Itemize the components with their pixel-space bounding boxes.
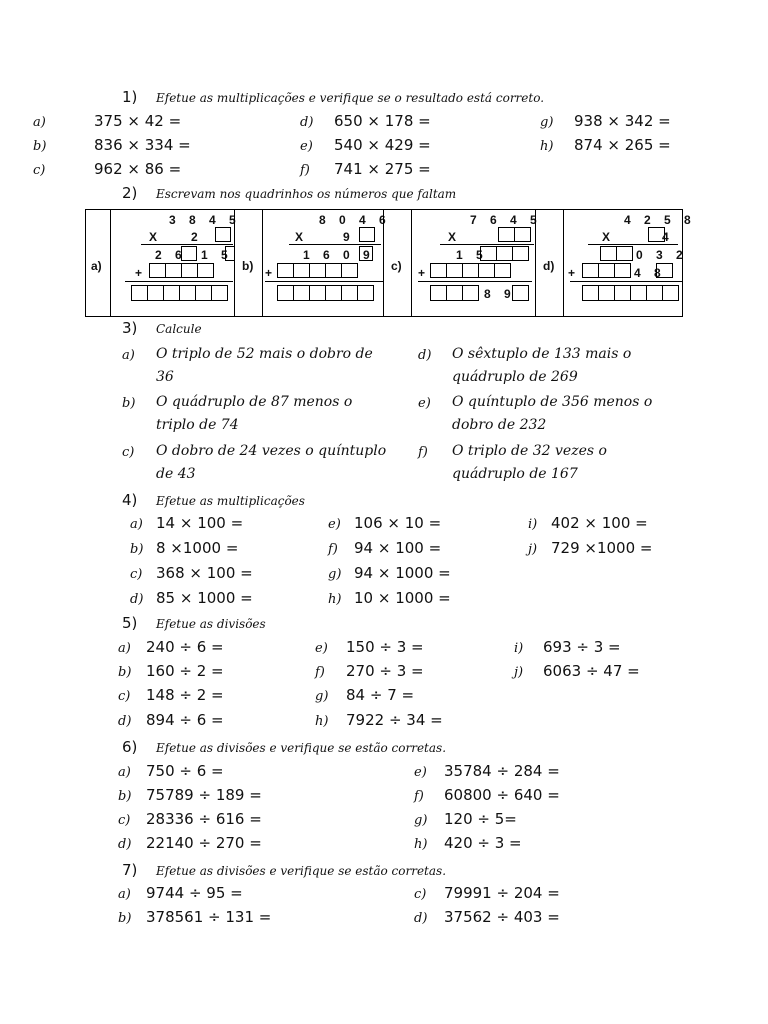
ex6-f-expression: 60800 ÷ 640 = xyxy=(444,786,560,804)
ex5-g-expression: 84 ÷ 7 = xyxy=(346,686,415,704)
ex1-h-expression: 874 × 265 = xyxy=(574,136,671,154)
grid-c-rule xyxy=(440,244,534,245)
grid-d-partial2: 4 8 xyxy=(634,266,666,280)
grid-a-box[interactable] xyxy=(179,285,196,301)
ex6-c-expression: 28336 ÷ 616 = xyxy=(146,810,262,828)
ex5-d-expression: 894 ÷ 6 = xyxy=(146,711,224,729)
grid-d-box[interactable] xyxy=(582,285,599,301)
grid-c-box[interactable] xyxy=(430,285,447,301)
grid-d-box[interactable] xyxy=(616,246,633,261)
grid-c-box[interactable] xyxy=(446,285,463,301)
grid-d-box[interactable] xyxy=(600,246,617,261)
ex4-j-expression: 729 ×1000 = xyxy=(551,539,653,557)
grid-c-box[interactable] xyxy=(480,246,497,261)
ex3-a-line1: O triplo de 52 mais o dobro de xyxy=(156,346,373,362)
ex7-b-expression: 378561 ÷ 131 = xyxy=(146,908,272,926)
ex5-a-expression: 240 ÷ 6 = xyxy=(146,638,224,656)
grid-b-box[interactable] xyxy=(309,285,326,301)
grid-b-multiplicand: 8 0 4 6 xyxy=(319,213,391,227)
ex4-g-label: g) xyxy=(328,567,342,582)
ex3-c-line1: O dobro de 24 vezes o quíntuplo xyxy=(156,443,387,459)
ex5-i-expression: 693 ÷ 3 = xyxy=(543,638,621,656)
grid-a-box[interactable] xyxy=(147,285,164,301)
grid-d-box[interactable] xyxy=(598,285,615,301)
grid-b-box[interactable] xyxy=(277,263,294,278)
ex1-g-label: g) xyxy=(540,115,554,130)
ex2-title: Escrevam nos quadrinhos os números que faltam xyxy=(156,187,457,201)
grid-a-box[interactable] xyxy=(163,285,180,301)
grid-a-rule xyxy=(141,244,233,245)
ex4-a-expression: 14 × 100 = xyxy=(156,514,244,532)
grid-c-box[interactable] xyxy=(496,246,513,261)
ex3-b-label: b) xyxy=(122,396,136,411)
ex1-h-label: h) xyxy=(540,139,554,154)
ex7-c-expression: 79991 ÷ 204 = xyxy=(444,884,560,902)
ex6-e-label: e) xyxy=(414,765,427,780)
grid-d-box[interactable] xyxy=(582,263,599,278)
grid-a-label: a) xyxy=(91,259,102,273)
ex5-f-label: f) xyxy=(315,665,325,680)
grid-d-box[interactable] xyxy=(662,285,679,301)
ex4-j-label: j) xyxy=(528,542,538,557)
ex6-h-label: h) xyxy=(414,837,428,852)
ex4-g-expression: 94 × 1000 = xyxy=(354,564,451,582)
grid-c-box[interactable] xyxy=(512,246,529,261)
ex1-b-label: b) xyxy=(33,139,47,154)
ex1-f-expression: 741 × 275 = xyxy=(334,160,431,178)
ex3-d-line2: quádruplo de 269 xyxy=(452,369,578,385)
ex4-d-label: d) xyxy=(130,592,144,607)
grid-d-box[interactable] xyxy=(646,285,663,301)
ex3-f-label: f) xyxy=(418,445,428,460)
ex1-b-expression: 836 × 334 = xyxy=(94,136,191,154)
ex6-b-expression: 75789 ÷ 189 = xyxy=(146,786,262,804)
ex5-j-expression: 6063 ÷ 47 = xyxy=(543,662,640,680)
grid-b-box[interactable] xyxy=(293,285,310,301)
grid-b-multiplier: 9 xyxy=(343,230,355,244)
ex5-c-expression: 148 ÷ 2 = xyxy=(146,686,224,704)
ex5-e-expression: 150 ÷ 3 = xyxy=(346,638,424,656)
grid-cell-d xyxy=(563,210,696,316)
grid-b-box[interactable] xyxy=(325,285,342,301)
ex5-h-expression: 7922 ÷ 34 = xyxy=(346,711,443,729)
ex2-number: 2) xyxy=(122,184,138,202)
grid-a-rule xyxy=(125,281,233,282)
ex1-c-label: c) xyxy=(33,163,46,178)
ex4-h-label: h) xyxy=(328,592,342,607)
ex6-c-label: c) xyxy=(118,813,131,828)
ex4-c-expression: 368 × 100 = xyxy=(156,564,253,582)
ex4-e-label: e) xyxy=(328,517,341,532)
grid-b-box[interactable] xyxy=(341,263,358,278)
grid-c-label: c) xyxy=(391,259,402,273)
grid-b-box[interactable] xyxy=(309,263,326,278)
ex6-b-label: b) xyxy=(118,789,132,804)
grid-a-box[interactable] xyxy=(215,227,231,242)
ex5-a-label: a) xyxy=(118,641,131,656)
grid-c-times: X xyxy=(448,230,462,244)
grid-a-box[interactable] xyxy=(181,263,198,278)
grid-c-box[interactable] xyxy=(514,227,531,242)
ex5-d-label: d) xyxy=(118,714,132,729)
ex4-c-label: c) xyxy=(130,567,143,582)
grid-c-plus: + xyxy=(418,266,431,280)
ex5-number: 5) xyxy=(122,614,138,632)
ex6-g-label: g) xyxy=(414,813,428,828)
ex4-number: 4) xyxy=(122,491,138,509)
ex6-g-expression: 120 ÷ 5= xyxy=(444,810,517,828)
grid-b-box[interactable] xyxy=(341,285,358,301)
grid-c-multiplicand: 7 6 4 5 xyxy=(470,213,542,227)
ex5-i-label: i) xyxy=(514,641,524,656)
grid-d-rule xyxy=(570,281,682,282)
ex3-f-line2: quádruplo de 167 xyxy=(452,466,578,482)
ex1-g-expression: 938 × 342 = xyxy=(574,112,671,130)
grid-c-label-cell xyxy=(383,210,412,316)
ex7-c-label: c) xyxy=(414,887,427,902)
grid-b-label-cell xyxy=(234,210,263,316)
grid-b-box[interactable] xyxy=(357,285,374,301)
grid-c-box[interactable] xyxy=(494,263,511,278)
grid-a-partial-right: 1 5 xyxy=(201,248,233,262)
grid-b-rule xyxy=(289,244,381,245)
grid-d-box[interactable] xyxy=(656,263,673,278)
ex4-h-expression: 10 × 1000 = xyxy=(354,589,451,607)
grid-d-partial: 0 3 2 xyxy=(636,248,688,262)
ex4-f-expression: 94 × 100 = xyxy=(354,539,442,557)
grid-b-box[interactable] xyxy=(277,285,294,301)
grid-a-box[interactable] xyxy=(165,263,182,278)
ex5-title: Efetue as divisões xyxy=(156,617,266,631)
ex1-title: Efetue as multiplicações e verifique se o resultado está correto. xyxy=(156,91,545,105)
ex5-b-expression: 160 ÷ 2 = xyxy=(146,662,224,680)
grid-d-label: d) xyxy=(543,259,555,273)
ex1-e-expression: 540 × 429 = xyxy=(334,136,431,154)
grid-a-multiplier: 2 xyxy=(191,230,203,244)
ex5-j-label: j) xyxy=(514,665,524,680)
ex1-d-label: d) xyxy=(300,115,314,130)
grid-c-result: 8 9 xyxy=(484,287,516,301)
ex4-b-label: b) xyxy=(130,542,144,557)
ex4-e-expression: 106 × 10 = xyxy=(354,514,442,532)
ex6-f-label: f) xyxy=(414,789,424,804)
ex1-d-expression: 650 × 178 = xyxy=(334,112,431,130)
ex6-e-expression: 35784 ÷ 284 = xyxy=(444,762,560,780)
grid-d-box[interactable] xyxy=(614,285,631,301)
grid-d-plus: + xyxy=(568,266,581,280)
ex4-title: Efetue as multiplicações xyxy=(156,494,305,508)
ex3-title: Calcule xyxy=(156,322,202,336)
ex7-b-label: b) xyxy=(118,911,132,926)
ex5-e-label: e) xyxy=(315,641,328,656)
ex1-a-expression: 375 × 42 = xyxy=(94,112,182,130)
grid-c-partial: 1 5 xyxy=(456,248,488,262)
grid-a-box[interactable] xyxy=(195,285,212,301)
ex6-d-expression: 22140 ÷ 270 = xyxy=(146,834,262,852)
ex4-i-expression: 402 × 100 = xyxy=(551,514,648,532)
ex6-title: Efetue as divisões e verifique se estão corretas. xyxy=(156,741,447,755)
grid-c-box[interactable] xyxy=(462,285,479,301)
missing-digits-grid xyxy=(85,209,696,317)
ex3-a-line2: 36 xyxy=(156,369,174,385)
grid-d-box[interactable] xyxy=(630,285,647,301)
grid-cell-a xyxy=(110,210,241,316)
grid-c-box[interactable] xyxy=(498,227,515,242)
grid-a-partial-left: 2 6 xyxy=(155,248,187,262)
ex3-e-line1: O quíntuplo de 356 menos o xyxy=(452,394,653,410)
ex3-d-label: d) xyxy=(418,348,432,363)
ex1-c-expression: 962 × 86 = xyxy=(94,160,182,178)
ex4-f-label: f) xyxy=(328,542,338,557)
ex7-title: Efetue as divisões e verifique se estão corretas. xyxy=(156,864,447,878)
ex3-e-label: e) xyxy=(418,396,431,411)
ex6-h-expression: 420 ÷ 3 = xyxy=(444,834,522,852)
grid-b-label: b) xyxy=(242,259,254,273)
ex5-h-label: h) xyxy=(315,714,329,729)
ex5-b-label: b) xyxy=(118,665,132,680)
grid-a-box[interactable] xyxy=(211,285,228,301)
ex7-number: 7) xyxy=(122,861,138,879)
grid-c-box[interactable] xyxy=(512,285,529,301)
grid-c-box[interactable] xyxy=(430,263,447,278)
grid-d-multiplier: 4 xyxy=(662,230,674,244)
ex1-a-label: a) xyxy=(33,115,46,130)
ex3-e-line2: dobro de 232 xyxy=(452,417,547,433)
ex1-e-label: e) xyxy=(300,139,313,154)
ex7-a-expression: 9744 ÷ 95 = xyxy=(146,884,243,902)
ex7-d-expression: 37562 ÷ 403 = xyxy=(444,908,560,926)
ex3-c-line2: de 43 xyxy=(156,466,196,482)
grid-d-rule xyxy=(588,244,678,245)
grid-a-box[interactable] xyxy=(149,263,166,278)
grid-a-plus: + xyxy=(135,266,148,280)
ex4-d-expression: 85 × 1000 = xyxy=(156,589,253,607)
grid-a-box[interactable] xyxy=(181,246,197,261)
ex3-b-line2: triplo de 74 xyxy=(156,417,239,433)
grid-c-rule xyxy=(418,281,532,282)
grid-a-times: X xyxy=(149,230,163,244)
ex3-f-line1: O triplo de 32 vezes o xyxy=(452,443,607,459)
grid-c-box[interactable] xyxy=(462,263,479,278)
grid-b-partial: 1 6 0 9 xyxy=(303,248,375,262)
grid-b-box[interactable] xyxy=(325,263,342,278)
grid-b-box[interactable] xyxy=(359,227,375,242)
ex1-f-label: f) xyxy=(300,163,310,178)
grid-b-box[interactable] xyxy=(293,263,310,278)
grid-a-multiplicand: 3 8 4 5 xyxy=(169,213,241,227)
ex6-a-expression: 750 ÷ 6 = xyxy=(146,762,224,780)
ex5-f-expression: 270 ÷ 3 = xyxy=(346,662,424,680)
grid-b-box[interactable] xyxy=(359,246,373,261)
ex3-b-line1: O quádruplo de 87 menos o xyxy=(156,394,353,410)
ex4-i-label: i) xyxy=(528,517,538,532)
ex3-c-label: c) xyxy=(122,445,135,460)
ex7-d-label: d) xyxy=(414,911,428,926)
grid-d-box[interactable] xyxy=(614,263,631,278)
grid-d-label-cell xyxy=(535,210,564,316)
ex5-g-label: g) xyxy=(315,689,329,704)
ex5-c-label: c) xyxy=(118,689,131,704)
ex7-a-label: a) xyxy=(118,887,131,902)
grid-d-multiplicand: 4 2 5 8 xyxy=(624,213,696,227)
grid-d-box[interactable] xyxy=(598,263,615,278)
grid-a-box[interactable] xyxy=(131,285,148,301)
grid-b-rule xyxy=(265,281,383,282)
grid-b-times: X xyxy=(295,230,309,244)
ex3-d-line1: O sêxtuplo de 133 mais o xyxy=(452,346,632,362)
ex6-d-label: d) xyxy=(118,837,132,852)
ex6-number: 6) xyxy=(122,738,138,756)
grid-c-box[interactable] xyxy=(478,263,495,278)
ex4-a-label: a) xyxy=(130,517,143,532)
grid-b-plus: + xyxy=(265,266,278,280)
grid-a-box[interactable] xyxy=(197,263,214,278)
ex3-a-label: a) xyxy=(122,348,135,363)
ex1-number: 1) xyxy=(122,88,138,106)
ex4-b-expression: 8 ×1000 = xyxy=(156,539,239,557)
ex6-a-label: a) xyxy=(118,765,131,780)
ex3-number: 3) xyxy=(122,319,138,337)
grid-c-box[interactable] xyxy=(446,263,463,278)
grid-d-times: X xyxy=(602,230,616,244)
